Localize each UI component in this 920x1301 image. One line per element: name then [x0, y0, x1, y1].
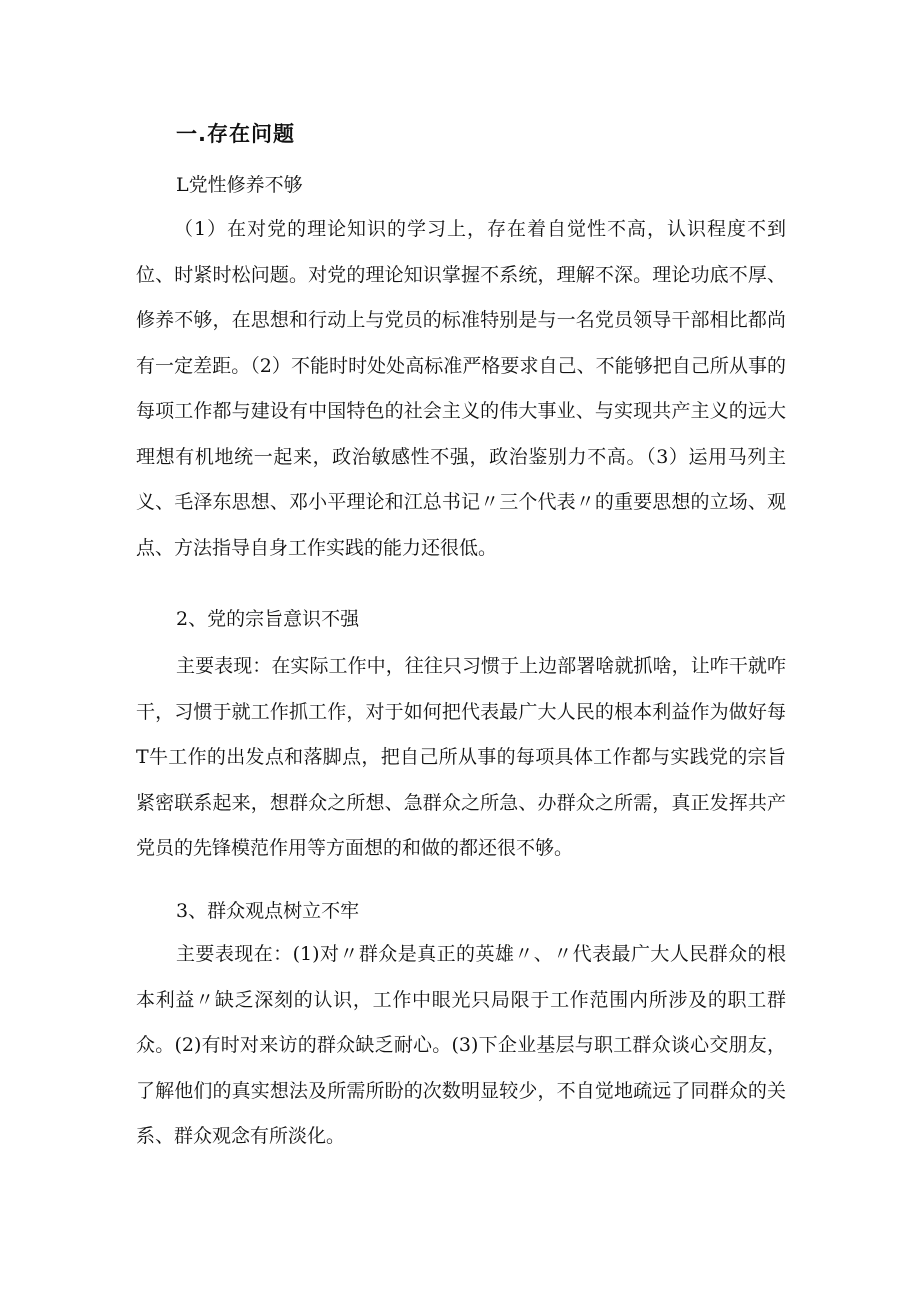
subsection-body-1: （1）在对党的理论知识的学习上，存在着自觉性不高，认识程度不到位、时紧时松问题。对党的理论知识掌握不系统，理解不深。理论功底不厚、修养不够，在思想和行动上与党员的标准特别是与一名党员领导干部相比都尚有一定差距。（2）不能时时处处高标准严格要求自己、不能够把自己所从事的每项工作都与建设有中国特色的社会主义的伟大事业、与实现共产主义的远大理想有机地统一起来，政治敏感性不强，政治鉴别力不高。（3）运用马列主义、毛泽东思想、邓小平理论和江总书记〃三个代表〃的重要思想的立场、观点、方法指导自身工作实践的能力还很低。 — [136, 218, 786, 559]
subsection-title-1: L党性修养不够 — [176, 174, 303, 196]
section-heading: 一.存在问题 — [176, 122, 295, 146]
subsection-title-3: 3、群众观点树立不牢 — [176, 900, 360, 922]
subsection-body-2: 主要表现：在实际工作中，往往只习惯于上边部署啥就抓啥，让咋干就咋干，习惯于就工作抓工作，对于如何把代表最广大人民的根本利益作为做好每T牛工作的出发点和落脚点，把自己所从事的每项具体工作都与实践党的宗旨紧密联系起来，想群众之所想、急群众之所急、办群众之所需，真正发挥共产党员的先锋模范作用等方面想的和做的都还很不够。 — [136, 655, 786, 859]
subsection-body-3: 主要表现在：(1)对〃群众是真正的英雄〃、〃代表最广大人民群众的根本利益〃缺乏深刻的认识，工作中眼光只局限于工作范围内所涉及的职工群众。(2)有时对来访的群众缺乏耐心。(3)下企业基层与职工群众谈心交朋友，了解他们的真实想法及所需所盼的次数明显较少，不自觉地疏远了同群众的关系、群众观念有所淡化。 — [136, 943, 786, 1147]
subsection-title-2: 2、党的宗旨意识不强 — [176, 608, 360, 630]
